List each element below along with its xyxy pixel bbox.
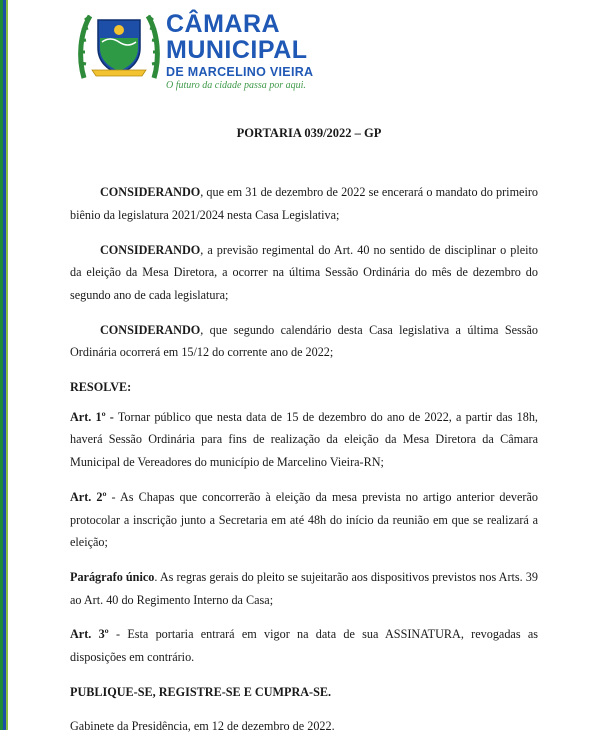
article-1 — [70, 406, 538, 474]
left-border-lightgreen — [6, 0, 8, 730]
brand-slogan: O futuro da cidade passa por aqui. — [166, 80, 306, 91]
article-text: . As regras gerais do pleito se sujeitarão aos dispositivos previstos nos Arts. 39 ao Art. 40 do Regimento Interno da Casa; — [70, 569, 538, 607]
document-body — [70, 122, 538, 750]
brand-line-municipal: MUNICIPAL — [166, 36, 308, 64]
gabinete-line: Gabinete da Presidência, em 12 de dezembro de 2022. — [70, 719, 335, 734]
considerando-text: , a previsão regimental do Art. 40 no sentido de disciplinar o pleito da eleição da Mesa Diretora, a ocorrer na última Sessão Ordinária do mês de dezembro do segundo ano de cada legislatura; — [70, 242, 538, 302]
brand-line-city: DE MARCELINO VIEIRA — [166, 65, 314, 79]
article-3 — [70, 623, 538, 668]
article-text: - Esta portaria entrará em vigor na data de sua ASSINATURA, revogadas as disposições em contrário. — [70, 627, 539, 664]
article-lead: Art. 3º — [70, 627, 109, 642]
publique-se: PUBLIQUE-SE, REGISTRE-SE E CUMPRA-SE. — [70, 684, 332, 699]
brand-line-camara: CÂMARA — [166, 10, 281, 38]
article-text: - As Chapas que concorrerão à eleição da mesa prevista no artigo anterior deverão protocolar a inscrição junto a Secretaria em até 48h do início da reunião em que se realizará a eleição; — [70, 489, 538, 550]
considerando-lead: CONSIDERANDO — [100, 242, 201, 257]
article-lead: Parágrafo único — [70, 569, 155, 584]
article-lead: Art. 2º — [70, 489, 107, 504]
article-lead: Art. 1º - — [70, 409, 114, 424]
municipal-crest-logo — [76, 8, 162, 84]
resolve-heading: RESOLVE: — [70, 380, 132, 395]
considerando-text: , que em 31 de dezembro de 2022 se encerará o mandato do primeiro biênio da legislatura 2021/2024 nesta Casa Legislativa; — [70, 185, 538, 222]
considerando-2 — [70, 239, 538, 307]
considerando-lead: CONSIDERANDO — [100, 322, 201, 337]
considerando-1 — [70, 181, 538, 226]
article-2 — [70, 486, 538, 554]
considerando-lead: CONSIDERANDO — [100, 185, 201, 200]
considerando-3 — [70, 319, 538, 364]
letterhead — [76, 8, 376, 91]
article-text: Tornar público que nesta data de 15 de dezembro do ano de 2022, a partir das 18h, haverá Sessão Ordinária para fins de realização da eleição da Mesa Diretora da Câmara Municipal de Vereadores do município de Marcelino Vieira-RN; — [70, 409, 538, 470]
paragrafo-unico — [70, 566, 538, 611]
document-title: PORTARIA 039/2022 – GP — [236, 126, 382, 140]
considerando-text: , que segundo calendário desta Casa legislativa a última Sessão Ordinária ocorrerá em 15/12 do corrente ano de 2022; — [70, 322, 538, 360]
brand-block — [166, 12, 386, 91]
